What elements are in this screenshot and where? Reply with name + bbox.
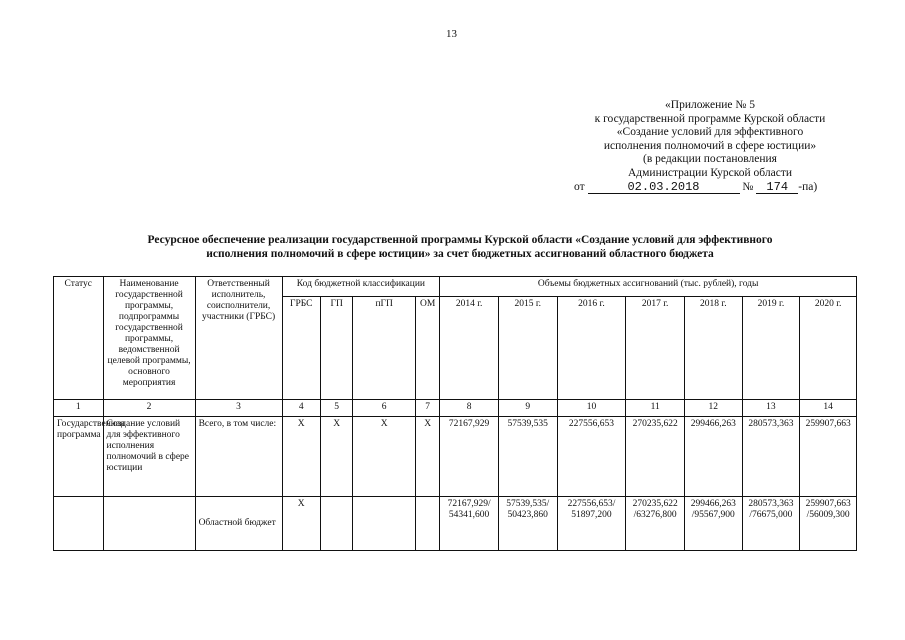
header-year: 2020 г. (800, 297, 857, 400)
header-year: 2019 г. (742, 297, 800, 400)
row-name (103, 497, 195, 551)
header-year: 2018 г. (684, 297, 742, 400)
column-number: 12 (684, 400, 742, 417)
document-title (60, 233, 860, 261)
column-number: 13 (742, 400, 800, 417)
appendix-block (560, 99, 860, 194)
row-value: 270235,622 (632, 419, 678, 429)
row-gp (320, 497, 352, 551)
column-number: 14 (800, 400, 857, 417)
appendix-line: исполнения полномочий в сфере юстиции» (603, 139, 817, 152)
column-number: 10 (557, 400, 626, 417)
row-name: Создание условий для эффективного исполнения полномочий в сфере юстиции (103, 417, 195, 497)
header-code-group: Код бюджетной классификации (282, 277, 440, 297)
row-value: 299466,263 (690, 419, 736, 429)
column-number: 5 (320, 400, 352, 417)
row-value-cell (800, 497, 857, 551)
row-value: 280573,363 (748, 499, 794, 509)
row-responsible: Областной бюджет (195, 497, 282, 551)
date-value: 02.03.2018 (588, 181, 740, 194)
row-value-cell (800, 417, 857, 497)
row-value: 227556,653 (568, 419, 614, 429)
column-number: 8 (440, 400, 499, 417)
column-number: 9 (498, 400, 557, 417)
appendix-line: (в редакции постановления (643, 153, 777, 166)
column-number: 4 (282, 400, 320, 417)
row-value: 227556,653/ (567, 499, 616, 509)
row-value: /63276,800 (633, 510, 677, 520)
row-status: Государственная программа (54, 417, 104, 497)
row-value-cell (557, 497, 626, 551)
row-value-cell (626, 497, 685, 551)
row-value: /56009,300 (806, 510, 850, 520)
row-value: 51897,200 (571, 510, 612, 520)
header-row-1 (54, 277, 857, 297)
row-grbs: Х (282, 417, 320, 497)
table-row (54, 497, 857, 551)
row-grbs: Х (282, 497, 320, 551)
row-status (54, 497, 104, 551)
appendix-line: Администрации Курской области (628, 166, 792, 179)
row-pgp (353, 497, 416, 551)
header-om: ОМ (416, 297, 440, 400)
column-number: 3 (195, 400, 282, 417)
column-number: 7 (416, 400, 440, 417)
row-value: 50423,860 (507, 510, 548, 520)
page-number: 13 (446, 28, 457, 40)
table-row (54, 417, 857, 497)
row-om: Х (416, 417, 440, 497)
row-value: 54341,600 (448, 510, 490, 520)
row-value-cell (626, 417, 685, 497)
row-value: 259907,663 (805, 419, 851, 429)
number-suffix: -па) (798, 180, 818, 193)
header-year: 2017 г. (626, 297, 685, 400)
row-value: 72167,929 (448, 419, 490, 429)
row-value: 57539,535/ (506, 499, 550, 509)
header-status: Статус (54, 277, 104, 400)
appendix-line: «Создание условий для эффективного (616, 126, 804, 139)
row-pgp: Х (353, 417, 416, 497)
number-value: 174 (756, 181, 798, 194)
row-value: 57539,535 (507, 419, 548, 429)
row-value: /76675,000 (749, 510, 793, 520)
row-value-cell (742, 497, 800, 551)
row-value-cell (684, 497, 742, 551)
column-number: 11 (626, 400, 685, 417)
column-number: 2 (103, 400, 195, 417)
appendix-line: «Приложение № 5 (665, 99, 755, 111)
row-responsible: Всего, в том числе: (195, 417, 282, 497)
row-value: 270235,622 (632, 499, 678, 509)
header-volumes-group: Объемы бюджетных ассигнований (тыс. рублей), годы (440, 277, 857, 297)
row-value: /95567,900 (691, 510, 735, 520)
header-year: 2016 г. (557, 297, 626, 400)
row-value-cell (498, 497, 557, 551)
date-prefix: от (574, 180, 585, 193)
header-responsible: Ответственный исполнитель, соисполнители, участники (ГРБС) (195, 277, 282, 400)
appendix-date-line (560, 181, 860, 195)
title-line-2: исполнения полномочий в сфере юстиции» за счет бюджетных ассигнований областного бюджета (206, 248, 714, 260)
row-value-cell (440, 497, 499, 551)
header-grbs: ГРБС (282, 297, 320, 400)
header-year: 2015 г. (498, 297, 557, 400)
column-number: 1 (54, 400, 104, 417)
row-value-cell (742, 417, 800, 497)
number-prefix: № (742, 180, 754, 193)
row-value: 259907,663 (805, 499, 851, 509)
column-number-row (54, 400, 857, 417)
row-value: 72167,929/ (447, 499, 491, 509)
row-gp: Х (320, 417, 352, 497)
appendix-line: к государственной программе Курской области (594, 112, 826, 125)
header-gp: ГП (320, 297, 352, 400)
budget-table (53, 276, 857, 551)
row-value: 280573,363 (748, 419, 794, 429)
row-value-cell (498, 417, 557, 497)
column-number: 6 (353, 400, 416, 417)
row-value-cell (557, 417, 626, 497)
header-pgp: пГП (353, 297, 416, 400)
row-value-cell (684, 417, 742, 497)
header-name: Наименование государственной программы, подпрограммы государственной программы, ведомственной целевой программы, основного мероприятия (103, 277, 195, 400)
header-year: 2014 г. (440, 297, 499, 400)
title-line-1: Ресурсное обеспечение реализации государственной программы Курской области «Создание условий для эффективного (147, 234, 773, 246)
row-om (416, 497, 440, 551)
row-value-cell (440, 417, 499, 497)
row-value: 299466,263 (690, 499, 736, 509)
